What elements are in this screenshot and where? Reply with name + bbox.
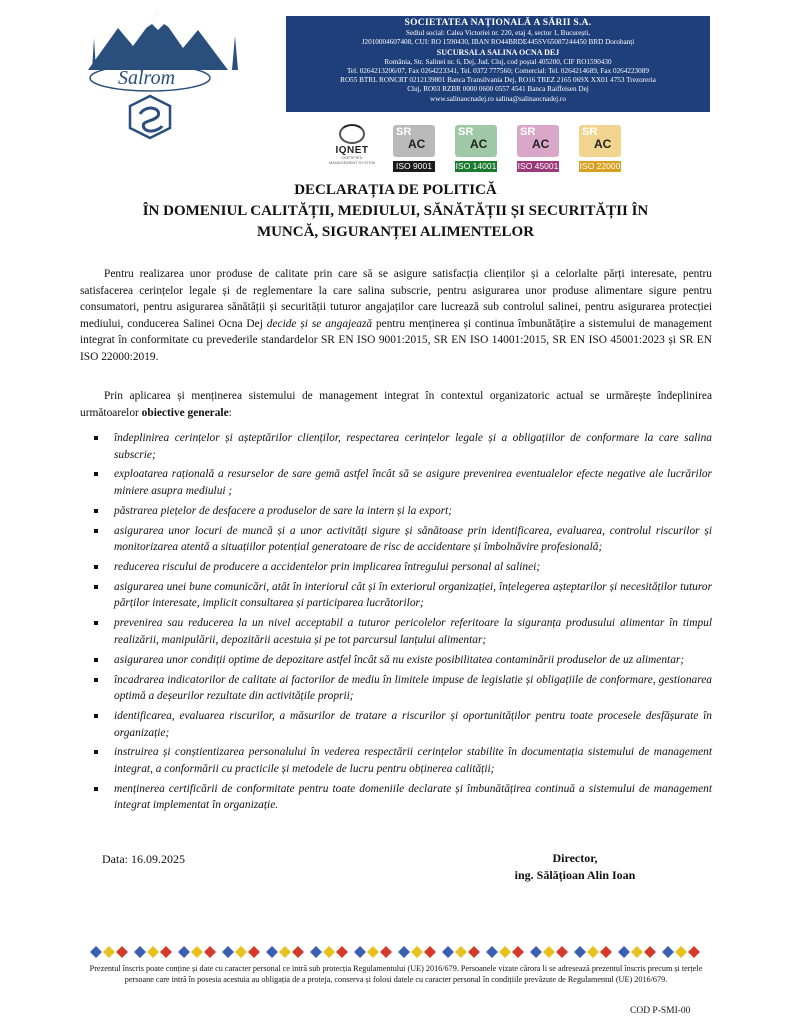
list-item: asigurarea unei bune comunicări, atât în interiorul cât și în exteriorul organizației, înțelegerea așteptarilor și necesităților tuturor părților interesate, implicit consultarea și participarea lucrătorilor; xyxy=(92,579,712,612)
cert-sr: SR xyxy=(396,126,412,138)
signature-block xyxy=(400,850,700,884)
intro-emphasis: decide și se angajează xyxy=(266,317,373,330)
motif-diamond xyxy=(204,946,216,958)
motif-diamond xyxy=(354,946,366,958)
logo-text: Salrom xyxy=(118,67,176,89)
cert-iso-label: ISO 9001 xyxy=(393,161,435,172)
certification-badges xyxy=(328,124,624,172)
branch-bank-2: Cluj, RO03 RZBR 0000 0600 0557 4541 Banca Raiffeisen Dej xyxy=(407,85,589,94)
company-name: SOCIETATEA NAȚIONALĂ A SĂRII S.A. xyxy=(404,18,592,28)
branch-address: România, Str. Salinei nr. 6, Dej, Jud. Cluj, cod poștal 405200, CIF RO1590430 xyxy=(384,57,612,66)
cert-ac: AC xyxy=(532,137,550,151)
iqnet-badge xyxy=(328,124,376,172)
cert-iso-9001 xyxy=(390,124,438,172)
document-title xyxy=(0,180,791,243)
cert-ac: AC xyxy=(408,137,426,151)
cert-iso-label: ISO 45001 xyxy=(517,161,559,171)
cert-sr: SR xyxy=(458,126,474,138)
motif-diamond xyxy=(90,946,102,958)
list-item: menținerea certificării de conformitate pentru toate domeniile declarate și îmbunătățirea continuă a sistemului de management integrat implementat în organizație. xyxy=(92,781,712,814)
cert-ac: AC xyxy=(470,137,488,151)
branch-bank-1: RO55 BTRL RONCRT 0212139801 Banca Transilvania Dej, RO16 TREZ 2165 069X XX01 4753 Trezoreria xyxy=(340,76,656,85)
motif-diamond xyxy=(310,946,322,958)
motif-diamond xyxy=(279,946,291,958)
motif-diamond xyxy=(662,946,674,958)
header-registration: J2010004607408, CUI: RO 1590430, IBAN RO44BRDE445SV65087244450 BRD Dorobanți xyxy=(361,38,635,47)
objectives-intro xyxy=(80,388,712,421)
motif-diamond xyxy=(600,946,612,958)
list-item: prevenirea sau reducerea la un nivel acceptabil a tuturor pericolelor referitoare la siguranța produsului alimentar în timpul realizării, manipulării, depozitării acestuia și pe tot parcursul lanțului alimentar; xyxy=(92,615,712,648)
cert-iso-22000 xyxy=(576,124,624,172)
motif-diamond xyxy=(486,946,498,958)
motif-diamond xyxy=(336,946,348,958)
objectives-intro-colon: : xyxy=(228,406,232,419)
iqnet-icon xyxy=(339,124,365,144)
motif-diamond xyxy=(398,946,410,958)
motif-diamond xyxy=(323,946,335,958)
motif-diamond xyxy=(631,946,643,958)
salrom-logo xyxy=(88,8,248,144)
list-item: identificarea, evaluarea riscurilor, a măsurilor de tratare a riscurilor și oportunităților pentru toate procesele desfășurate în organizație; xyxy=(92,708,712,741)
branch-web: www.salinaocnadej.ro salina@salinaocnadej.ro xyxy=(430,94,566,103)
motif-diamond xyxy=(675,946,687,958)
motif-diamond xyxy=(468,946,480,958)
objectives-heading: obiective generale xyxy=(141,406,229,419)
cert-iso-label: ISO 22000 xyxy=(579,161,621,171)
title-line-3: MUNCĂ, SIGURANȚEI ALIMENTELOR xyxy=(256,224,535,240)
cert-iso-label: ISO 14001 xyxy=(455,161,497,171)
list-item: încadrarea indicatorilor de calitate ai factorilor de mediu în limitele impuse de legislatie și obligațiile de conformare, gestionarea optimă a deșeurilor rezultate din activitățile proprii; xyxy=(92,672,712,705)
cert-ac: AC xyxy=(594,137,612,151)
list-item: instruirea și conștientizarea personalului în vederea respectării cerințelor stabilite în documentația sistemului de management integrat, a conformării cu practicile și metodele de lucru pentru obținerea calității; xyxy=(92,744,712,777)
motif-diamond xyxy=(191,946,203,958)
cert-sr: SR xyxy=(582,126,598,138)
list-item: exploatarea rațională a resurselor de sare gemă astfel încât să se asigure prevenirea eventualelor efecte negative ale lucrărilor miniere asupra mediului ; xyxy=(92,466,712,499)
motif-diamond xyxy=(248,946,260,958)
motif-diamond xyxy=(543,946,555,958)
company-header xyxy=(286,16,710,112)
branch-phones: Tel. 0264213206/07, Fax 0264223341, Tel. 0372 777560; Comercial: Tel. 0264214689, Fax 0264223089 xyxy=(347,66,649,75)
motif-diamond xyxy=(103,946,115,958)
motif-diamond xyxy=(574,946,586,958)
header-address: Sediul social: Calea Victoriei nr. 220, etaj 4, sector 1, București, xyxy=(405,29,591,37)
objectives-intro-text: Prin aplicarea și menținerea sistemului de management integrat în contextul organizatoric actual se urmărește îndeplinirea următoarelor xyxy=(80,390,712,419)
list-item: asigurarea unor locuri de muncă și a unor activități sigure și sănătoase prin identificarea, evaluarea, controlul riscurilor și monitorizarea atentă a situațiilor potențial generatoare de risc de accidentare și îmbolnăvire profesională; xyxy=(92,523,712,556)
motif-diamond xyxy=(380,946,392,958)
intro-paragraph xyxy=(80,266,712,365)
document-code: COD P-SMI-00 xyxy=(630,1006,691,1016)
motif-diamond xyxy=(442,946,454,958)
motif-diamond xyxy=(222,946,234,958)
signatory-name: ing. Sălățioan Alin Ioan xyxy=(514,868,636,882)
motif-diamond xyxy=(367,946,379,958)
intro-text-end: pentru menținerea și continua îmbunătățire a sistemului de management integrat în conformitate cu prevederile standardelor SR EN ISO 9001:2015, SR EN ISO 14001:2015, SR EN ISO 45001:2023 și SR EN ISO 22000:2019. xyxy=(80,317,712,363)
motif-diamond xyxy=(556,946,568,958)
motif-diamond xyxy=(116,946,128,958)
document-date: Data: 16.09.2025 xyxy=(102,852,185,866)
motif-diamond xyxy=(160,946,172,958)
list-item: reducerea riscului de producere a accidentelor prin implicarea întregului personal al salinei; xyxy=(92,559,712,576)
cert-iso-14001 xyxy=(452,124,500,172)
list-item: îndeplinirea cerințelor și așteptărilor clienților, respectarea cerințelor legale și a obligațiilor de conformare la care salina subscrie; xyxy=(92,430,712,463)
title-line-1: DECLARAȚIA DE POLITICĂ xyxy=(294,182,497,198)
motif-diamond xyxy=(618,946,630,958)
motif-diamond xyxy=(292,946,304,958)
iqnet-sub: CERTIFIED MANAGEMENT SYSTEM xyxy=(328,155,376,165)
motif-diamond xyxy=(644,946,656,958)
branch-name: SUCURSALA SALINA OCNA DEJ xyxy=(436,47,560,57)
title-line-2: ÎN DOMENIUL CALITĂȚII, MEDIULUI, SĂNĂTĂȚII ȘI SECURITĂȚII ÎN xyxy=(142,203,649,219)
motif-diamond xyxy=(178,946,190,958)
list-item: păstrarea piețelor de desfacere a produselor de sare la intern și la export; xyxy=(92,503,712,520)
motif-diamond xyxy=(424,946,436,958)
gdpr-notice: Prezentul înscris poate conține și date cu caracter personal ce intră sub protecția Regulamentului (UE) 2016/679. Persoanele vizate cărora li se adresează prezentul înscris precum și terțele persoane care intră în posesia acestuia au obligația de a proteja, conserva și folosi datele cu caracter personal în condițiile prevăzute de Regulamentul (UE) 2016/679. xyxy=(89,964,703,984)
iqnet-label: IQNET xyxy=(335,145,369,156)
motif-diamond xyxy=(266,946,278,958)
list-item: asigurarea unor condiții optime de depozitare astfel încât să nu existe posibilitatea contaminării produselor de uz alimentar; xyxy=(92,652,712,669)
cert-iso-45001 xyxy=(514,124,562,172)
motif-diamond xyxy=(411,946,423,958)
folk-motif-border xyxy=(88,945,708,959)
motif-diamond xyxy=(530,946,542,958)
motif-diamond xyxy=(455,946,467,958)
motif-diamond xyxy=(587,946,599,958)
motif-diamond xyxy=(235,946,247,958)
cert-sr: SR xyxy=(520,126,536,138)
motif-diamond xyxy=(134,946,146,958)
intro-text: Pentru realizarea unor produse de calitate prin care să se asigure satisfacția clienților și a celorlalte părți interesate, pentru satisfacerea cerințelor legale și de reglementare la care salina subscrie, pentru asigurarea unor produse alimentare sigure pentru consumatori, pentru asigurarea sănătății și securității tuturor angajaților care lucrează sub controlul salinei, pentru asigurarea protecției mediului, conducerea Salinei Ocna Dej xyxy=(80,268,712,330)
objectives-list xyxy=(92,430,712,817)
motif-diamond xyxy=(512,946,524,958)
motif-diamond xyxy=(147,946,159,958)
motif-diamond xyxy=(499,946,511,958)
signatory-role: Director, xyxy=(552,851,598,865)
motif-diamond xyxy=(688,946,700,958)
